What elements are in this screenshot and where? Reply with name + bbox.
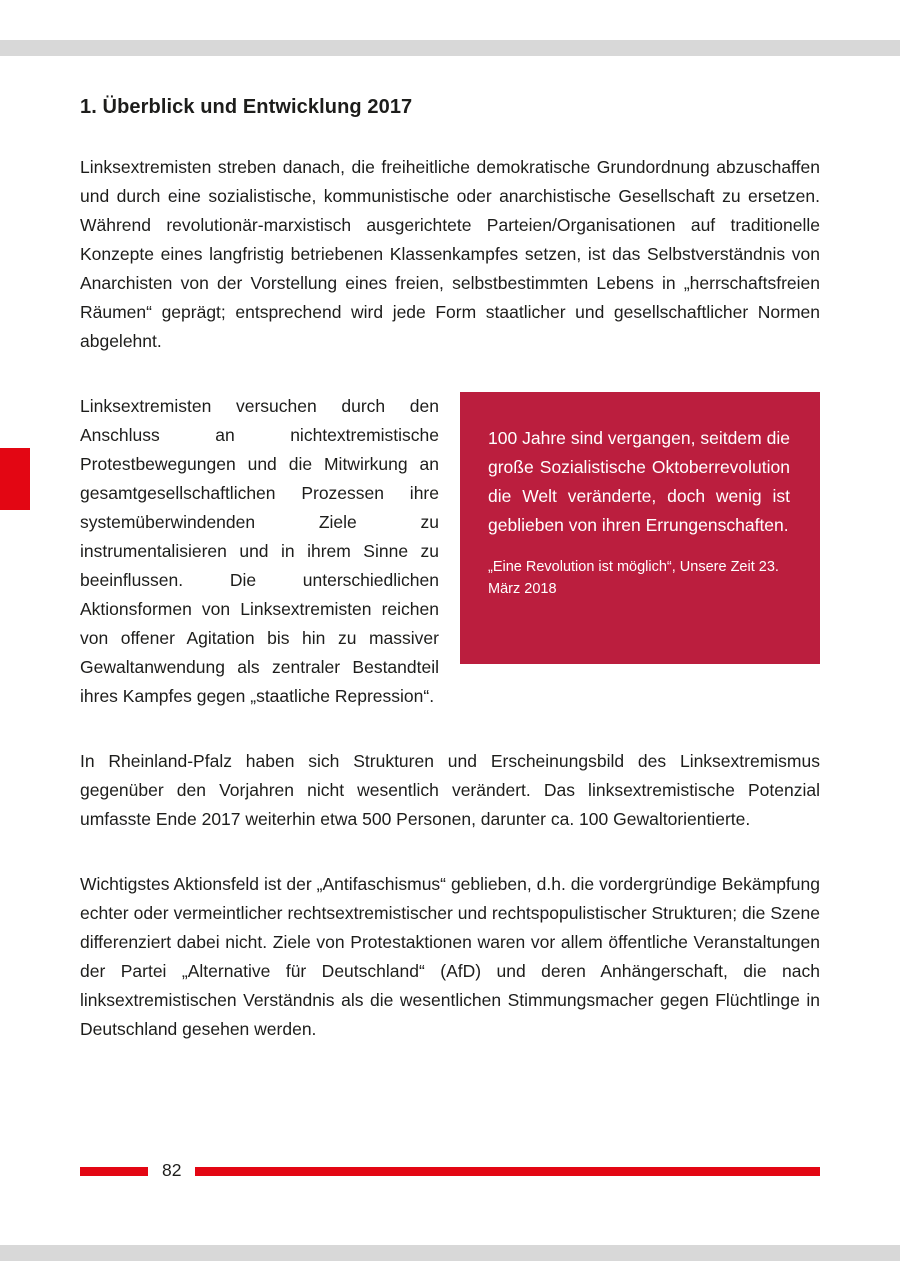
left-margin-red-tab xyxy=(0,448,30,510)
page-footer xyxy=(80,1162,820,1181)
footer-right-rule xyxy=(195,1167,820,1176)
paragraph-4: Wichtigstes Aktionsfeld ist der „Antifaschismus“ geblieben, d.h. die vordergründige Bekämpfung echter oder vermeintlicher rechtsextremistischer und rechtspopulistischer Strukturen; die Szene differenziert dabei nicht. Ziele von Protestaktionen waren vor allem öffentliche Veranstaltungen der Partei „Alternative für Deutschland“ (AfD) und deren Anhängerschaft, die nach linksextremistischen Verständnis als die wesentlichen Stimmungsmacher gegen Flüchtlinge in Deutschland gesehen werden. xyxy=(80,874,820,1039)
pullquote-attribution: „Eine Revolution ist möglich“, Unsere Zeit 23. März 2018 xyxy=(488,559,779,597)
footer-left-rule xyxy=(80,1167,148,1176)
bottom-gray-bar xyxy=(0,1245,900,1261)
paragraph-2: Linksextremisten versuchen durch den Anschluss an nichtextremistische Protestbewegungen und die Mitwirkung an gesamtgesellschaftlichen Prozessen ihre systemüberwindenden Ziele zu instrumentalisieren und in ihrem Sinne zu beeinflussen. Die unterschiedlichen Aktionsformen von Linksextremisten reichen von offener Agitation bis hin zu massiver Gewaltanwendung als zentraler Bestandteil ihres Kampfes gegen „staatliche Repression“. xyxy=(80,396,439,706)
page-content xyxy=(80,96,820,1080)
pullquote-box xyxy=(460,392,820,664)
top-gray-bar xyxy=(0,40,900,56)
paragraph-3: In Rheinland-Pfalz haben sich Strukturen und Erscheinungsbild des Linksextremismus gegenüber den Vorjahren nicht wesentlich verändert. Das linksextremistische Potenzial umfasste Ende 2017 weiterhin etwa 500 Personen, darunter ca. 100 Gewaltorientierte. xyxy=(80,751,820,829)
page-number: 82 xyxy=(162,1160,182,1180)
paragraph-2-block xyxy=(80,392,820,711)
section-heading: 1. Überblick und Entwicklung 2017 xyxy=(80,96,413,118)
pullquote-text: 100 Jahre sind vergangen, seitdem die große Sozialistische Oktoberrevolution die Welt veränderte, doch wenig ist geblieben von ihren Errungenschaften. xyxy=(488,428,790,535)
paragraph-1: Linksextremisten streben danach, die freiheitliche demokratische Grundordnung abzuschaffen und durch eine sozialistische, kommunistische oder anarchistische Gesellschaft zu ersetzen. Während revolutionär-marxistisch ausgerichtete Parteien/Organisationen auf traditionelle Konzepte eines langfristig betriebenen Klassenkampfes setzen, ist das Selbstverständnis von Anarchisten von der Vorstellung eines freien, selbstbestimmten Lebens in „herrschaftsfreien Räumen“ geprägt; entsprechend wird jede Form staatlicher und gesellschaftlicher Normen abgelehnt. xyxy=(80,157,820,351)
